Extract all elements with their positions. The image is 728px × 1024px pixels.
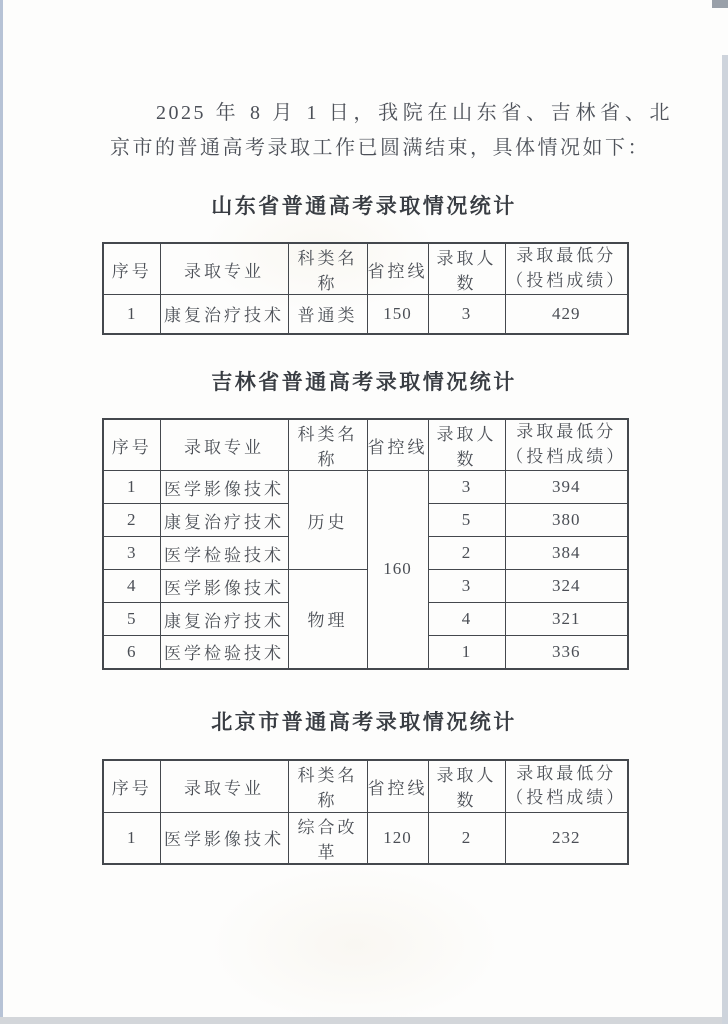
cell-min-score: 380 <box>505 504 628 537</box>
cell-major: 康复治疗技术 <box>160 504 288 537</box>
cell-admitted: 4 <box>428 603 505 636</box>
cell-major: 医学影像技术 <box>160 812 288 864</box>
header-admitted: 录取人数 <box>428 243 505 295</box>
cell-seq: 1 <box>103 295 160 334</box>
cell-admitted: 2 <box>428 812 505 864</box>
intro-paragraph-line-2: 京市的普通高考录取工作已圆满结束，具体情况如下： <box>110 137 650 159</box>
header-category: 科类名称 <box>288 419 367 471</box>
table-row <box>103 471 628 504</box>
header-admitted: 录取人数 <box>428 760 505 812</box>
cell-major: 医学影像技术 <box>160 471 288 504</box>
table-header-row <box>103 760 628 812</box>
cell-control-line-merged: 160 <box>367 471 428 669</box>
header-min-score-line2: （投档成绩） <box>506 447 627 466</box>
cell-control-line: 150 <box>367 295 428 334</box>
section-title-beijing: 北京市普通高考录取情况统计 <box>211 710 517 734</box>
cell-admitted: 3 <box>428 295 505 334</box>
cell-category-history: 历史 <box>288 471 367 570</box>
cell-admitted: 1 <box>428 636 505 669</box>
header-min-score <box>505 243 628 295</box>
header-seq: 序号 <box>103 243 160 295</box>
cell-seq: 4 <box>103 570 160 603</box>
cell-min-score: 384 <box>505 537 628 570</box>
cell-min-score: 394 <box>505 471 628 504</box>
header-major: 录取专业 <box>160 760 288 812</box>
page-edge-right <box>722 55 728 1024</box>
cell-min-score: 429 <box>505 295 628 334</box>
cell-admitted: 2 <box>428 537 505 570</box>
cell-major: 医学检验技术 <box>160 636 288 669</box>
table-row <box>103 812 628 864</box>
cell-admitted: 3 <box>428 471 505 504</box>
header-major: 录取专业 <box>160 243 288 295</box>
page-corner-notch <box>712 0 728 8</box>
beijing-admission-table <box>102 759 629 865</box>
header-category: 科类名称 <box>288 243 367 295</box>
table-row <box>103 295 628 334</box>
table-row <box>103 570 628 603</box>
cell-min-score: 232 <box>505 812 628 864</box>
header-min-score-line2: （投档成绩） <box>506 788 627 808</box>
page-edge-bottom <box>0 1017 728 1024</box>
cell-major: 医学检验技术 <box>160 537 288 570</box>
intro-paragraph-line-1: 2025 年 8 月 1 日，我院在山东省、吉林省、北 <box>156 102 672 124</box>
header-min-score <box>505 760 628 812</box>
cell-admitted: 3 <box>428 570 505 603</box>
header-category: 科类名称 <box>288 760 367 812</box>
cell-category: 普通类 <box>288 295 367 334</box>
header-min-score-line2: （投档成绩） <box>506 271 627 290</box>
header-seq: 序号 <box>103 760 160 812</box>
header-seq: 序号 <box>103 419 160 471</box>
table-header-row <box>103 419 628 471</box>
cell-seq: 1 <box>103 471 160 504</box>
cell-seq: 1 <box>103 812 160 864</box>
cell-major: 康复治疗技术 <box>160 295 288 334</box>
cell-major: 康复治疗技术 <box>160 603 288 636</box>
header-control-line: 省控线 <box>367 419 428 471</box>
page-edge-left <box>0 0 3 1024</box>
cell-min-score: 336 <box>505 636 628 669</box>
cell-major: 医学影像技术 <box>160 570 288 603</box>
header-min-score-line1: 录取最低分 <box>516 246 617 266</box>
cell-category: 综合改革 <box>288 812 367 864</box>
header-major: 录取专业 <box>160 419 288 471</box>
cell-seq: 6 <box>103 636 160 669</box>
cell-min-score: 324 <box>505 570 628 603</box>
table-header-row <box>103 243 628 295</box>
cell-category-physics: 物理 <box>288 570 367 669</box>
header-control-line: 省控线 <box>367 760 428 812</box>
cell-control-line: 120 <box>367 812 428 864</box>
section-title-jilin: 吉林省普通高考录取情况统计 <box>211 370 517 394</box>
cell-min-score: 321 <box>505 603 628 636</box>
cell-seq: 2 <box>103 504 160 537</box>
cell-seq: 3 <box>103 537 160 570</box>
header-min-score <box>505 419 628 471</box>
header-control-line: 省控线 <box>367 243 428 295</box>
section-title-shandong: 山东省普通高考录取情况统计 <box>211 194 517 218</box>
jilin-admission-table <box>102 418 629 670</box>
cell-seq: 5 <box>103 603 160 636</box>
header-min-score-line1: 录取最低分 <box>516 422 617 442</box>
shandong-admission-table <box>102 242 629 335</box>
header-min-score-line1: 录取最低分 <box>516 763 617 783</box>
header-admitted: 录取人数 <box>428 419 505 471</box>
cell-admitted: 5 <box>428 504 505 537</box>
